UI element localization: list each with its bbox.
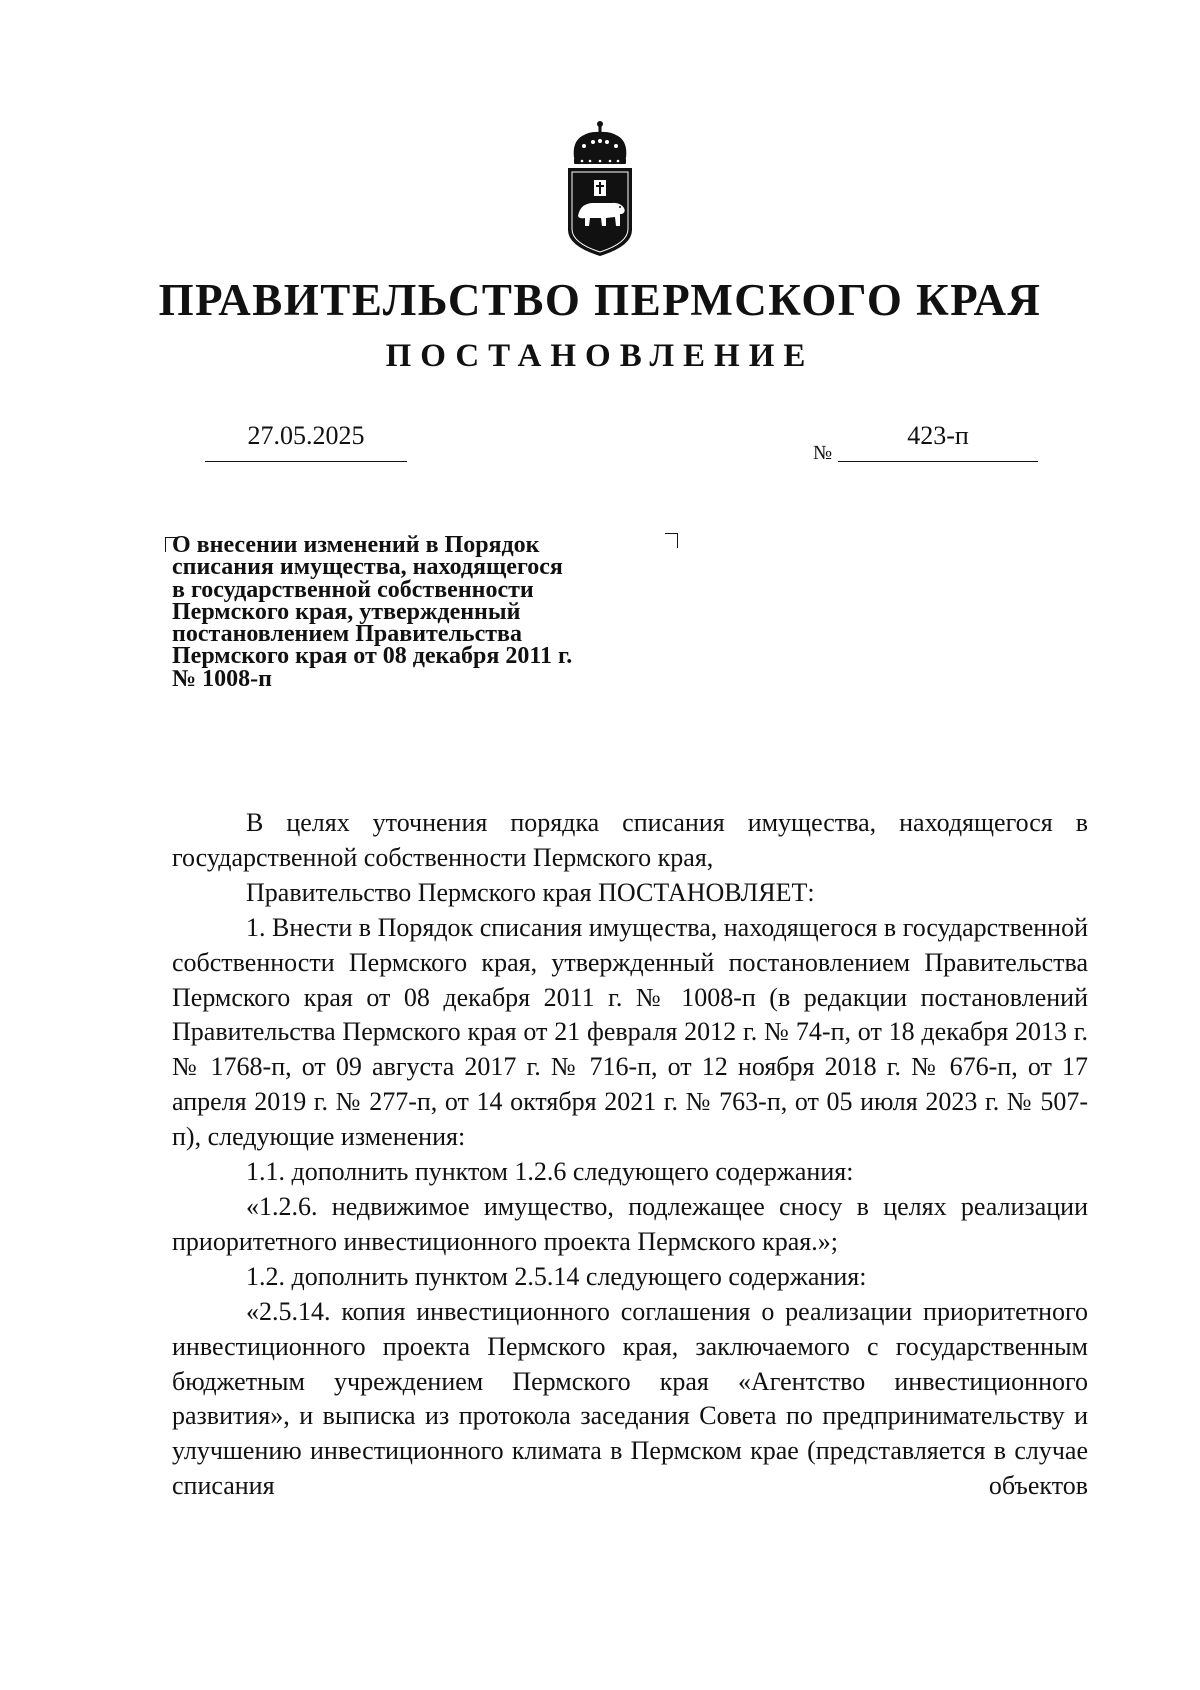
organization-title: ПРАВИТЕЛЬСТВО ПЕРМСКОГО КРАЯ [158,275,1042,325]
number-sign: № [813,442,833,464]
subject-line: Пермского края, утвержденный [172,598,521,625]
document-type: ПОСТАНОВЛЕНИЕ [385,338,815,374]
body-paragraph: В целях уточнения порядка списания имущества, находящегося в государственной собственности Пермского края, [172,808,1088,872]
subject-line: постановлением Правительства [172,621,523,648]
document-number: 423-п [907,421,969,450]
body-paragraph: Правительство Пермского края ПОСТАНОВЛЯЕТ: [246,877,815,907]
body-paragraph: «1.2.6. недвижимое имущество, подлежащее сносу в целях реализации приоритетного инвестиционного проекта Пермского края.»; [172,1191,1088,1256]
document-body [172,806,1088,1504]
subject-line: № 1008-п [172,665,272,692]
body-paragraph: 1.1. дополнить пунктом 1.2.6 следующего содержания: [246,1157,854,1187]
document-date: 27.05.2025 [247,421,365,450]
body-paragraph: «2.5.14. копия инвестиционного соглашения о реализации приоритетного инвестиционного проекта Пермского края, заключаемого с государственным бюджетным учреждением Пермского края «Агентство инвестиционного развития», и выписка из протокола заседания Совета по предпринимательству и улучшению инвестиционного климата в Пермском крае (представляется в случае списания объектов [172,1296,1088,1501]
subject-line: О внесении изменений в Порядок [172,532,540,558]
date-underline [205,461,407,462]
body-paragraph: 1.2. дополнить пунктом 2.5.14 следующего содержания: [246,1261,867,1291]
document-subject [172,534,692,690]
number-underline [838,461,1038,462]
subject-line: списания имущества, находящегося [172,554,563,581]
subject-line: в государственной собственности [172,576,534,603]
body-paragraph: 1. Внести в Порядок списания имущества, находящегося в государственной собственности Пермского края, утвержденный постановлением Правительства Пермского края от 08 декабря 2011 г. № 1008-п (в редакции постановлений Правительства Пермского края от 21 февраля 2012 г. № 74-п, от 18 декабря 2013 г. № 1768-п, от 09 августа 2017 г. № 716-п, от 12 ноября 2018 г. № 676-п, от 17 апреля 2019 г. № 277-п, от 14 октября 2021 г. № 763-п, от 05 июля 2023 г. № 507-п), следующие изменения: [172,912,1088,1152]
subject-line: Пермского края от 08 декабря 2011 г. [172,643,573,670]
coat-of-arms-icon [560,118,640,258]
